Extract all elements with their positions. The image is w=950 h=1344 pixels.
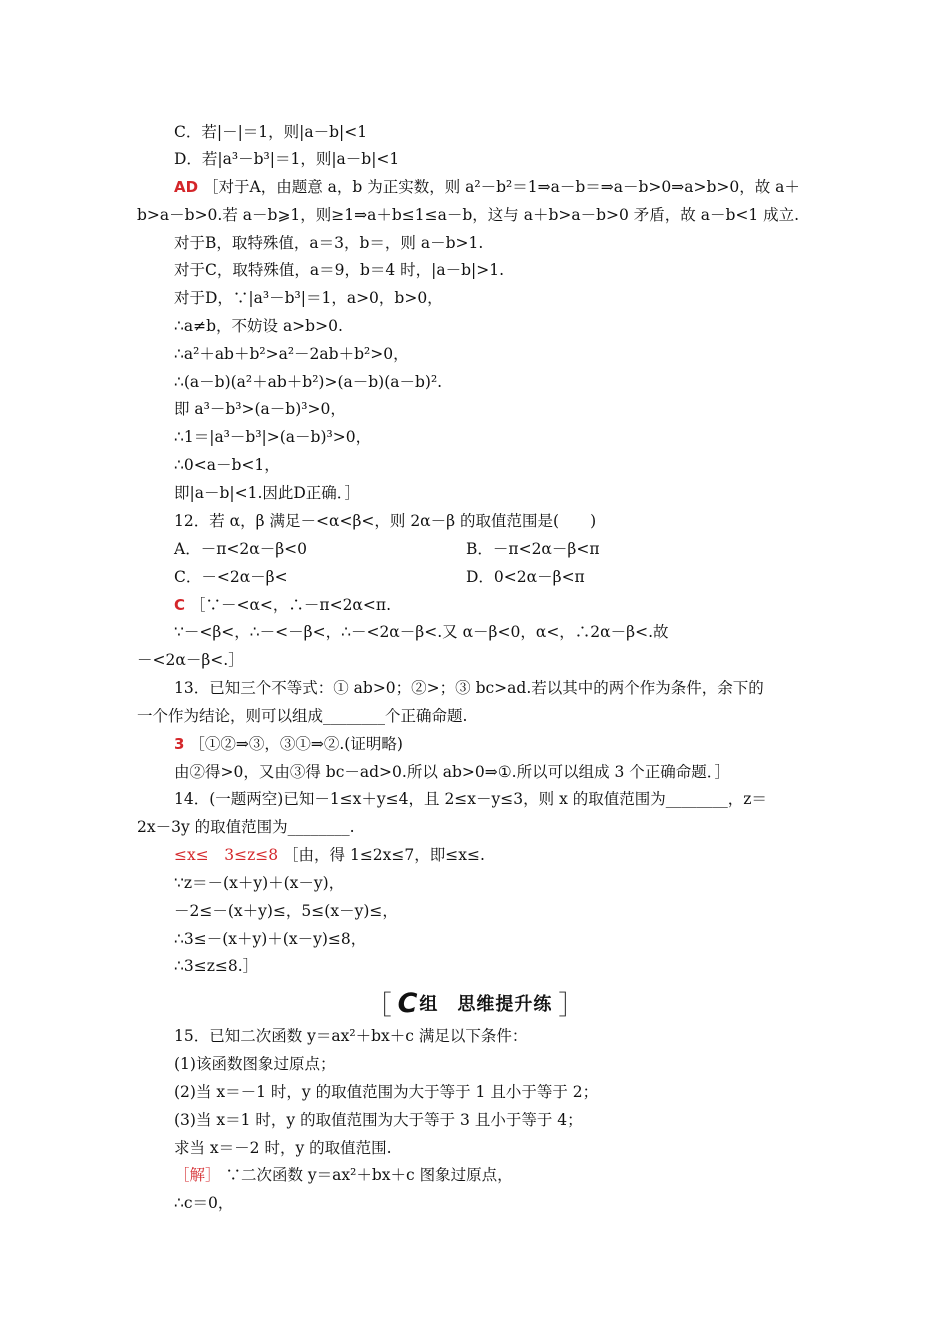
solution-text: ∵二次函数 y＝ax²＋bx＋c 图象过原点，	[225, 1166, 513, 1184]
question-15-ask: 求当 x＝－2 时，y 的取值范围.	[174, 1139, 392, 1157]
solution-line: ∴(a－b)(a²＋ab＋b²)>(a－b)(a－b)².	[174, 373, 443, 391]
solution-line: －<2α－β<.］	[137, 651, 244, 669]
solution-line	[174, 594, 391, 616]
solution-text: ［对于A，由题意 a，b 为正实数，则 a²－b²＝1⇒a－b＝⇒a－b>0⇒a>b>0，故 a＋	[203, 178, 800, 196]
question-12: 12．若 α，β 满足－<α<β<，则 2α－β 的取值范围是( )	[174, 512, 597, 530]
solution-line: ∴3≤－(x＋y)＋(x－y)≤8，	[174, 930, 367, 948]
solution-text: ［①②⇒③，③①⇒②.(证明略)	[189, 735, 403, 753]
solution-line: ∴c＝0，	[174, 1194, 234, 1212]
solution-line: ∴a≠b，不妨设 a>b>0.	[174, 317, 343, 335]
section-bracket-close: ］	[558, 990, 585, 1021]
solution-line: ∴1＝|a³－b³|>(a－b)³>0，	[174, 428, 372, 446]
solution-label: ［解］	[174, 1166, 221, 1184]
option-c: C．－<2α－β<	[174, 568, 288, 586]
solution-line	[174, 844, 485, 866]
solution-line: 对于D，∵|a³－b³|＝1，a>0，b>0，	[174, 289, 443, 307]
condition-2: (2)当 x＝－1 时，y 的取值范围为大于等于 1 且小于等于 2；	[174, 1083, 599, 1101]
solution-text: ［由，得 1≤2x≤7，即≤x≤.	[283, 846, 485, 864]
solution-line: －2≤－(x＋y)≤，5≤(x－y)≤，	[174, 902, 398, 920]
solution-line: ∵z＝－(x＋y)＋(x－y)，	[174, 874, 345, 892]
answer-label: C	[174, 596, 186, 614]
solution-line: 即|a－b|<1.因此D正确．］	[174, 484, 361, 502]
question-14-cont: 2x－3y 的取值范围为________.	[137, 818, 355, 836]
answer-label: ≤x≤ 3≤z≤8	[174, 846, 279, 864]
condition-3: (3)当 x＝1 时，y 的取值范围为大于等于 3 且小于等于 4；	[174, 1111, 583, 1129]
solution-line: 由②得>0，又由③得 bc－ad>0.所以 ab>0⇒①.所以可以组成 3 个正确命题．］	[174, 763, 731, 781]
option-c-line: C．若|－|＝1，则|a－b|<1	[174, 123, 368, 141]
solution-line: 对于C，取特殊值，a＝9，b＝4 时，|a－b|>1.	[174, 261, 505, 279]
solution-line: ∴a²＋ab＋b²>a²－2ab＋b²>0，	[174, 345, 409, 363]
option-b: B．－π<2α－β<π	[466, 540, 600, 558]
option-d: D．0<2α－β<π	[466, 568, 585, 586]
answer-label: 3	[174, 735, 185, 753]
solution-line: 对于B，取特殊值，a＝3，b＝，则 a－b>1.	[174, 234, 484, 252]
solution-line	[174, 176, 800, 198]
solution-line: ∴0<a－b<1，	[174, 456, 280, 474]
question-13: 13．已知三个不等式：① ab>0；②>；③ bc>ad.若以其中的两个作为条件，余下的	[174, 679, 764, 697]
question-15: 15．已知二次函数 y＝ax²＋bx＋c 满足以下条件：	[174, 1027, 528, 1045]
solution-text: ［∵－<α<，∴－π<2α<π.	[189, 596, 391, 614]
option-a: A．－π<2α－β<0	[174, 540, 308, 558]
solution-line: ∴3≤z≤8.］	[174, 957, 259, 975]
section-bracket-open: ［	[365, 990, 392, 1021]
answer-label: AD	[174, 178, 199, 196]
solution-line	[174, 733, 403, 755]
question-14: 14．(一题两空)已知－1≤x＋y≤4，且 2≤x－y≤3，则 x 的取值范围为________，z＝	[174, 790, 767, 808]
condition-1: (1)该函数图象过原点；	[174, 1055, 336, 1073]
solution-line: 即 a³－b³>(a－b)³>0，	[174, 400, 346, 418]
section-letter: C	[397, 987, 418, 1019]
solution-line: b>a－b>0.若 a－b⩾1，则≥1⇒a＋b≤1≤a－b，这与 a＋b>a－b>0 矛盾，故 a－b<1 成立.	[137, 206, 800, 224]
option-d-line: D．若|a³－b³|＝1，则|a－b|<1	[174, 150, 400, 168]
solution-line: ∵－<β<，∴－<－β<，∴－<2α－β<.又 α－β<0，α<，∴2α－β<.故	[174, 623, 669, 641]
section-title: 组 思维提升练	[419, 994, 553, 1015]
section-header	[0, 986, 950, 1020]
solution-line	[174, 1164, 513, 1186]
question-13-cont: 一个作为结论，则可以组成________个正确命题.	[137, 707, 468, 725]
